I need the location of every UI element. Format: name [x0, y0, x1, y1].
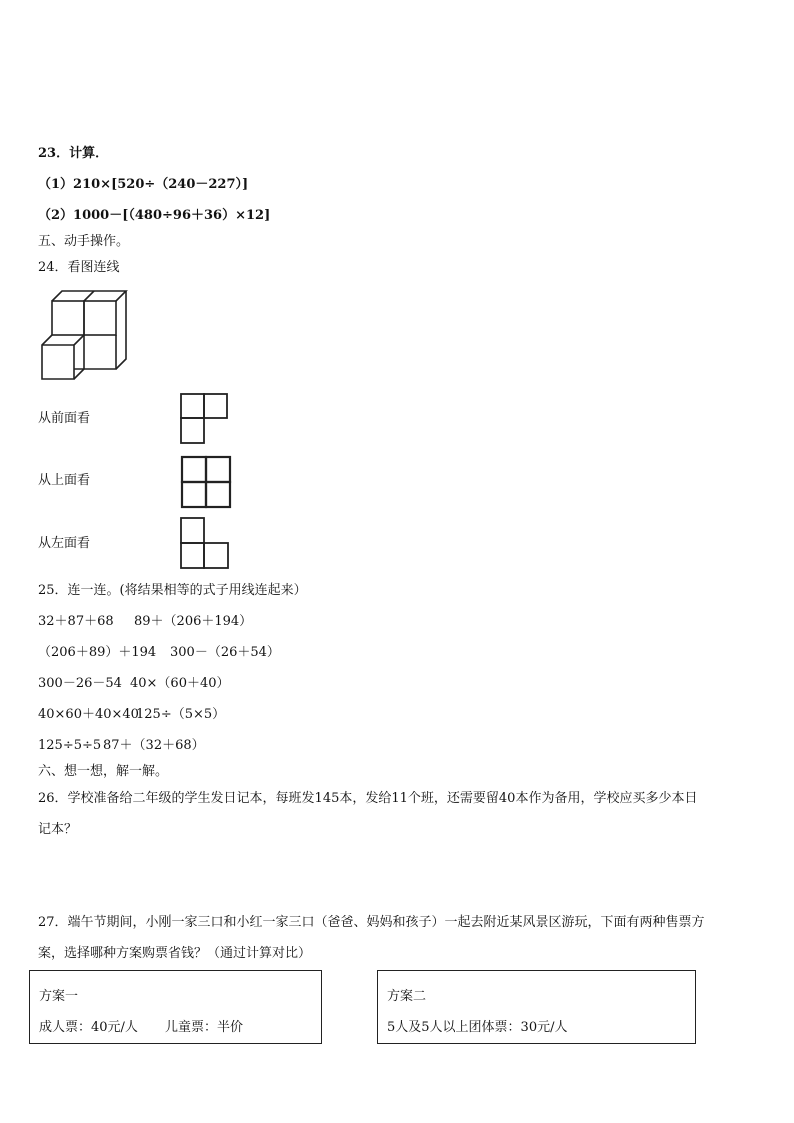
q23-title: 23．计算． — [38, 146, 109, 161]
q25-left-5: 125÷5÷5 — [38, 738, 102, 753]
q23-item-2: （2）1000－[（480÷96＋36）×12] — [38, 208, 271, 223]
q24-title: 24．看图连线 — [38, 260, 120, 275]
plan-1-title: 方案一 — [39, 989, 79, 1004]
q23-item-1: （1）210×[520÷（240－227）] — [38, 177, 249, 192]
front-view-shape — [180, 393, 230, 445]
q26-text-line1: 26．学校准备给二年级的学生发日记本，每班发145本，发给11个班，还需要留40本作为备用，学校应买多少本日 — [38, 791, 698, 806]
view-label-left: 从左面看 — [38, 536, 91, 551]
plan-2-title: 方案二 — [387, 989, 427, 1004]
cube-solid-figure — [36, 287, 136, 387]
plan-2-box — [377, 970, 696, 1044]
top-view-shape — [180, 455, 232, 509]
view-label-front: 从前面看 — [38, 411, 91, 426]
left-view-shape — [180, 517, 232, 571]
q27-text-line1: 27．端午节期间，小刚一家三口和小红一家三口（爸爸、妈妈和孩子）一起去附近某风景区游玩，下面有两种售票方 — [38, 915, 705, 930]
plan-1-child-ticket: 儿童票：半价 — [165, 1020, 244, 1035]
q25-right-5: 87＋（32＋68） — [103, 738, 205, 753]
plan-1-box — [29, 970, 322, 1044]
q25-left-3: 300－26－54 — [38, 676, 122, 691]
q25-right-2: 300－（26＋54） — [170, 645, 280, 660]
view-label-top: 从上面看 — [38, 473, 91, 488]
q25-right-1: 89＋（206＋194） — [134, 614, 253, 629]
plan-1-adult-ticket: 成人票：40元/人 — [39, 1020, 138, 1035]
section-5-heading: 五、动手操作。 — [38, 234, 130, 249]
q25-left-4: 40×60＋40×40 — [38, 707, 139, 722]
plan-2-group-ticket: 5人及5人以上团体票：30元/人 — [387, 1020, 568, 1035]
q25-left-1: 32＋87＋68 — [38, 614, 114, 629]
q25-right-4: 125÷（5×5） — [136, 707, 226, 722]
q26-text-line2: 记本？ — [38, 822, 78, 837]
q25-title: 25．连一连。(将结果相等的式子用线连起来） — [38, 583, 307, 598]
q25-right-3: 40×（60＋40） — [130, 676, 230, 691]
q25-left-2: （206＋89）＋194 — [38, 645, 157, 660]
q27-text-line2: 案，选择哪种方案购票省钱？（通过计算对比） — [38, 946, 312, 961]
section-6-heading: 六、想一想，解一解。 — [38, 764, 169, 779]
